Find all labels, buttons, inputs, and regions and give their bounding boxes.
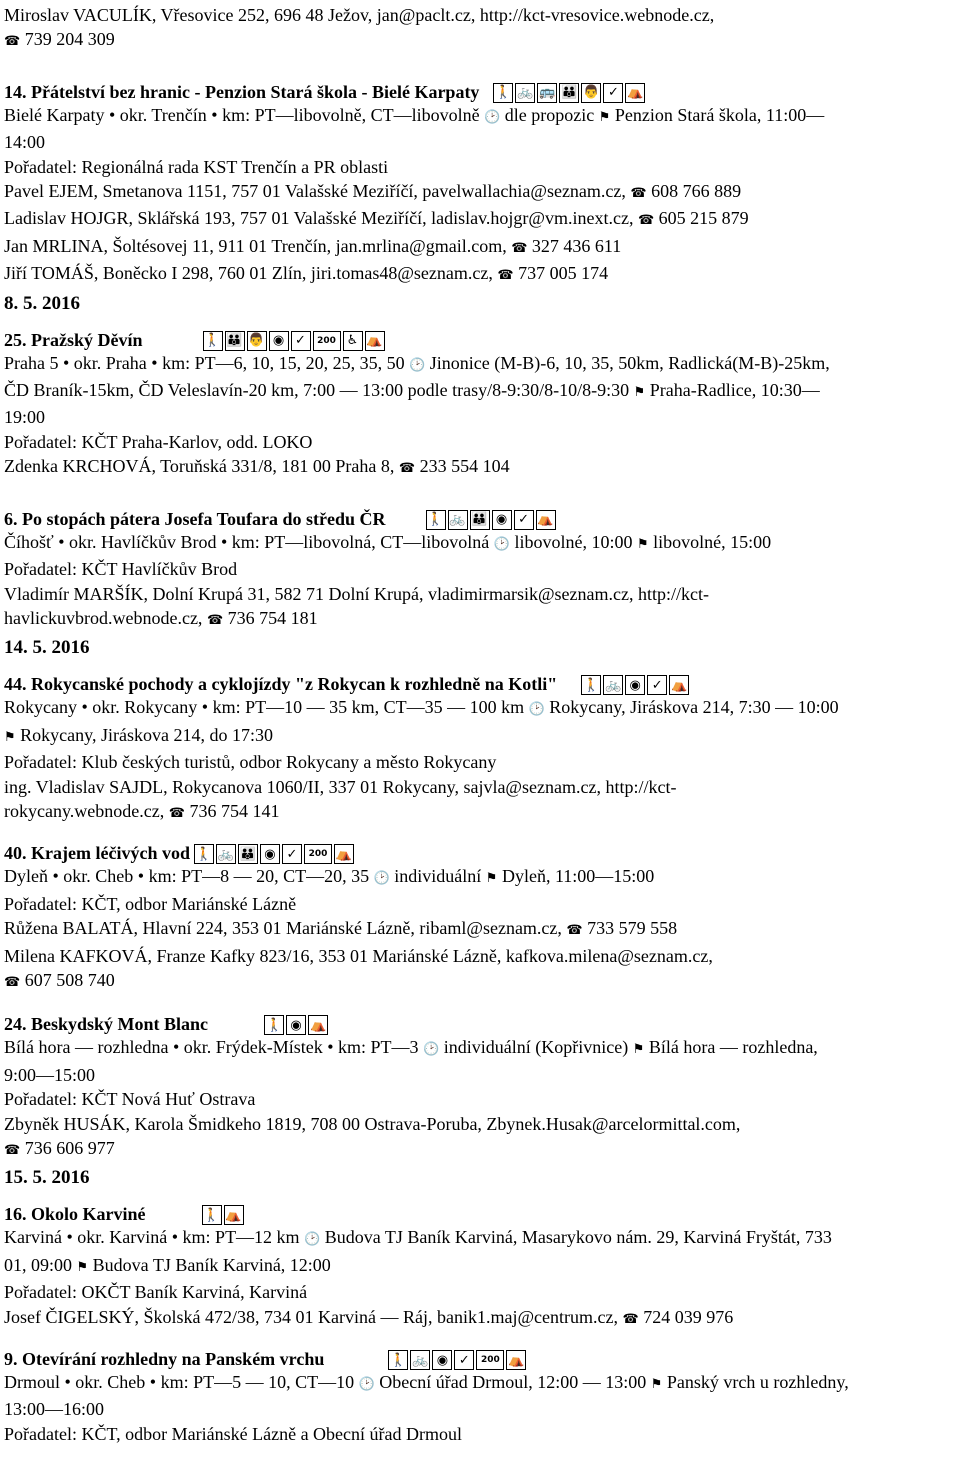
clock-icon: 🕑 (358, 1377, 375, 1393)
contact-line: ☎ 739 204 309 (4, 29, 115, 50)
clock-icon: 🕑 (528, 702, 545, 718)
contact-line: ing. Vladislav SAJDL, Rokycanova 1060/II, 337 01 Rokycany, sajvla@seznam.cz, http://kct- (4, 776, 677, 797)
event-organizer: Pořadatel: KČT, odbor Mariánské Lázně a Obecní úřad Drmoul (4, 1423, 463, 1444)
phone-icon: ☎ (206, 612, 224, 628)
phone-icon: ☎ (497, 268, 514, 284)
clock-icon: 🕑 (484, 109, 501, 125)
event-title: 6. Po stopách pátera Josefa Toufara do středu ČR (4, 508, 386, 529)
bike-icon: 🚲 (515, 83, 535, 103)
stroller-icon: ♿ (343, 331, 363, 351)
event-location: Rokycany • okr. Rokycany • km: PT—10 — 35 km, CT—35 — 100 km 🕑 Rokycany, Jiráskova 214, 7:30 — 10:00 (4, 697, 839, 718)
event-icons (581, 675, 691, 695)
group-icon: 👪 (225, 331, 245, 351)
event-icons (388, 1350, 528, 1370)
event-header (4, 496, 956, 530)
date-heading: 15. 5. 2016 (4, 1167, 90, 1189)
walk-icon: 🚶 (203, 331, 223, 351)
event-header (4, 1336, 956, 1370)
check-icon: ✓ (647, 675, 667, 695)
phone-icon: ☎ (511, 240, 528, 256)
flag-icon: ⚑ (632, 1042, 645, 1058)
phone-icon: ☎ (168, 805, 185, 821)
flag-icon: ⚑ (633, 385, 646, 401)
tent-icon: ⛺ (536, 510, 556, 530)
family-icon: 👨 (581, 83, 601, 103)
contact-line: Jan MRLINA, Šoltésovej 11, 911 01 Trenčín, jan.mrlina@gmail.com, ☎ 327 436 611 (4, 235, 622, 256)
200-icon: 200 (476, 1350, 504, 1370)
walk-icon: 🚶 (202, 1205, 222, 1225)
contact-line: Vladimír MARŠÍK, Dolní Krupá 31, 582 71 Dolní Krupá, vladimirmarsik@seznam.cz, http://kct- (4, 583, 709, 604)
event-location: Dyleň • okr. Cheb • km: PT—8 — 20, CT—20, 35 🕑 individuální ⚑ Dyleň, 11:00—15:00 (4, 866, 655, 887)
contact-line: ☎ 607 508 740 (4, 969, 115, 990)
event-title: 44. Rokycanské pochody a cyklojízdy "z Rokycan k rozhledně na Kotli" (4, 674, 558, 695)
event-icons (493, 83, 647, 103)
200-icon: 200 (304, 844, 332, 864)
event-organizer: Pořadatel: KČT Praha-Karlov, odd. LOKO (4, 431, 313, 452)
check-icon: ✓ (603, 83, 623, 103)
event-organizer: Pořadatel: Regionálná rada KST Trenčín a PR oblasti (4, 156, 389, 177)
contact-line: ☎ 736 606 977 (4, 1138, 115, 1158)
bike-icon: 🚲 (448, 510, 468, 530)
event-organizer: Pořadatel: KČT Havlíčkův Brod (4, 559, 238, 580)
event-location: Bielé Karpaty • okr. Trenčín • km: PT—libovolně, CT—libovolně 🕑 dle propozic ⚑ Penzion Stará škola, 11:00— (4, 104, 825, 125)
contact-line: Josef ČIGELSKÝ, Školská 472/38, 734 01 Karviná — Ráj, banik1.maj@centrum.cz, ☎ 724 039 976 (4, 1306, 734, 1327)
group-icon: 👪 (559, 83, 579, 103)
event-location: Drmoul • okr. Cheb • km: PT—5 — 10, CT—10 🕑 Obecní úřad Drmoul, 12:00 — 13:00 ⚑ Panský vrch u rozhledny, (4, 1372, 849, 1393)
clock-icon: 🕑 (493, 536, 510, 552)
event-location: Karviná • okr. Karviná • km: PT—12 km 🕑 Budova TJ Baník Karviná, Masarykovo nám. 29, Karviná Fryštát, 733 (4, 1227, 832, 1248)
bike-icon: 🚲 (603, 675, 623, 695)
contact-line: Miroslav VACULÍK, Vřesovice 252, 696 48 Ježov, jan@paclt.cz, http://kct-vresovice.webnode.cz, (4, 5, 715, 25)
walk-icon: 🚶 (493, 83, 513, 103)
event-icons (202, 1205, 246, 1225)
bike-icon: 🚲 (216, 844, 236, 864)
event-organizer: Pořadatel: KČT, odbor Mariánské Lázně (4, 893, 297, 914)
clock-icon: 🕑 (423, 1042, 440, 1058)
flag-icon: ⚑ (598, 109, 611, 125)
event-organizer: Pořadatel: Klub českých turistů, odbor Rokycany a město Rokycany (4, 752, 497, 773)
phone-icon: ☎ (4, 1143, 21, 1158)
tent-icon: ⛺ (365, 331, 385, 351)
check-icon: ✓ (291, 331, 311, 351)
flag-icon: ⚑ (76, 1259, 89, 1275)
badge-icon: ◉ (492, 510, 512, 530)
walk-icon: 🚶 (264, 1015, 284, 1035)
event-time: 14:00 (4, 132, 46, 153)
tent-icon: ⛺ (669, 675, 689, 695)
contact-line: Zbyněk HUSÁK, Karola Šmidkeho 1819, 708 00 Ostrava-Poruba, Zbynek.Husak@arcelormittal.com, (4, 1113, 741, 1134)
event-title: 25. Pražský Děvín (4, 329, 143, 350)
phone-icon: ☎ (630, 186, 647, 202)
event-header (4, 1001, 956, 1035)
family-icon: 👨 (247, 331, 267, 351)
event-time: 9:00—15:00 (4, 1064, 96, 1085)
contact-line: Zdenka KRCHOVÁ, Toruňská 331/8, 181 00 Praha 8, ☎ 233 554 104 (4, 456, 510, 477)
event-icons (264, 1015, 330, 1035)
tent-icon: ⛺ (625, 83, 645, 103)
contact-line: Pavel EJEM, Smetanova 1151, 757 01 Valašské Meziříčí, pavelwallachia@seznam.cz, ☎ 608 766 889 (4, 181, 742, 202)
event-header (4, 830, 956, 864)
check-icon: ✓ (514, 510, 534, 530)
event-location: Číhošť • okr. Havlíčkův Brod • km: PT—libovolná, CT—libovolná 🕑 libovolné, 10:00 ⚑ libovolné, 15:00 (4, 531, 772, 552)
event-header (4, 317, 956, 351)
contact-line: rokycany.webnode.cz, ☎ 736 754 141 (4, 800, 280, 821)
event-header (4, 1191, 956, 1225)
group-icon: 👪 (238, 844, 258, 864)
tent-icon: ⛺ (506, 1350, 526, 1370)
tent-icon: ⛺ (224, 1205, 244, 1225)
date-heading: 14. 5. 2016 (4, 637, 90, 659)
badge-icon: ◉ (432, 1350, 452, 1370)
walk-icon: 🚶 (426, 510, 446, 530)
event-title: 14. Přátelství bez hranic - Penzion Stará škola - Bielé Karpaty (4, 81, 480, 102)
phone-icon: ☎ (4, 974, 21, 990)
group-icon: 👪 (470, 510, 490, 530)
badge-icon: ◉ (260, 844, 280, 864)
event-title: 24. Beskydský Mont Blanc (4, 1014, 209, 1035)
badge-icon: ◉ (625, 675, 645, 695)
badge-icon: ◉ (286, 1015, 306, 1035)
bus-icon: 🚌 (537, 83, 557, 103)
bike-icon: 🚲 (410, 1350, 430, 1370)
200-icon: 200 (313, 331, 341, 351)
tent-icon: ⛺ (334, 844, 354, 864)
phone-icon: ☎ (622, 1311, 639, 1327)
clock-icon: 🕑 (373, 871, 390, 887)
phone-icon: ☎ (398, 461, 416, 477)
flag-icon: ⚑ (485, 871, 498, 887)
event-icons (194, 844, 356, 864)
document (4, 3, 956, 1446)
event-time: 19:00 (4, 407, 46, 428)
contact-line: Ladislav HOJGR, Sklářská 193, 757 01 Valašské Meziříčí, ladislav.hojgr@vm.inext.cz, ☎ 605 215 879 (4, 208, 749, 229)
event-icons (426, 510, 558, 530)
contact-line: Růžena BALATÁ, Hlavní 224, 353 01 Mariánské Lázně, ribaml@seznam.cz, ☎ 733 579 558 (4, 918, 678, 939)
event-organizer: Pořadatel: KČT Nová Huť Ostrava (4, 1089, 256, 1110)
event-title: 16. Okolo Karviné (4, 1204, 146, 1225)
phone-icon: ☎ (637, 213, 655, 229)
contact-line: Jiří TOMÁŠ, Boněcko I 298, 760 01 Zlín, jiri.tomas48@seznam.cz, ☎ 737 005 174 (4, 263, 609, 284)
badge-icon: ◉ (269, 331, 289, 351)
event-header (4, 661, 956, 695)
event-location: Praha 5 • okr. Praha • km: PT—6, 10, 15, 20, 25, 35, 50 🕑 Jinonice (M-B)-6, 10, 35, 50km, Radlická(M-B)-25km, (4, 352, 830, 373)
event-title: 9. Otevírání rozhledny na Panském vrchu (4, 1349, 325, 1370)
event-time: 13:00—16:00 (4, 1399, 105, 1420)
event-location: Bílá hora — rozhledna • okr. Frýdek-Místek • km: PT—3 🕑 individuální (Kopřivnice) ⚑ Bílá hora — rozhledna, (4, 1037, 818, 1058)
event-header (4, 69, 956, 103)
flag-icon: ⚑ (650, 1377, 663, 1393)
check-icon: ✓ (454, 1350, 474, 1370)
contact-line: Milena KAFKOVÁ, Franze Kafky 823/16, 353 01 Mariánské Lázně, kafkova.milena@seznam.cz, (4, 945, 713, 966)
walk-icon: 🚶 (194, 844, 214, 864)
walk-icon: 🚶 (581, 675, 601, 695)
clock-icon: 🕑 (409, 357, 426, 373)
event-title: 40. Krajem léčivých vod (4, 843, 190, 864)
date-heading: 8. 5. 2016 (4, 292, 80, 314)
tent-icon: ⛺ (308, 1015, 328, 1035)
phone-icon: ☎ (4, 34, 21, 50)
event-location: 01, 09:00 ⚑ Budova TJ Baník Karviná, 12:00 (4, 1254, 331, 1275)
clock-icon: 🕑 (304, 1232, 321, 1248)
phone-icon: ☎ (566, 923, 583, 939)
event-location: ČD Braník-15km, ČD Veleslavín-20 km, 7:00 — 13:00 podle trasy/8-9:30/8-10/8-9:30 ⚑ Praha-Radlice, 10:30— (4, 380, 820, 401)
contact-line: havlickuvbrod.webnode.cz, ☎ 736 754 181 (4, 607, 318, 628)
event-finish: ⚑ Rokycany, Jiráskova 214, do 17:30 (4, 724, 273, 745)
walk-icon: 🚶 (388, 1350, 408, 1370)
flag-icon: ⚑ (4, 729, 16, 745)
flag-icon: ⚑ (636, 536, 649, 552)
check-icon: ✓ (282, 844, 302, 864)
event-organizer: Pořadatel: OKČT Baník Karviná, Karviná (4, 1282, 308, 1303)
event-icons (203, 331, 387, 351)
